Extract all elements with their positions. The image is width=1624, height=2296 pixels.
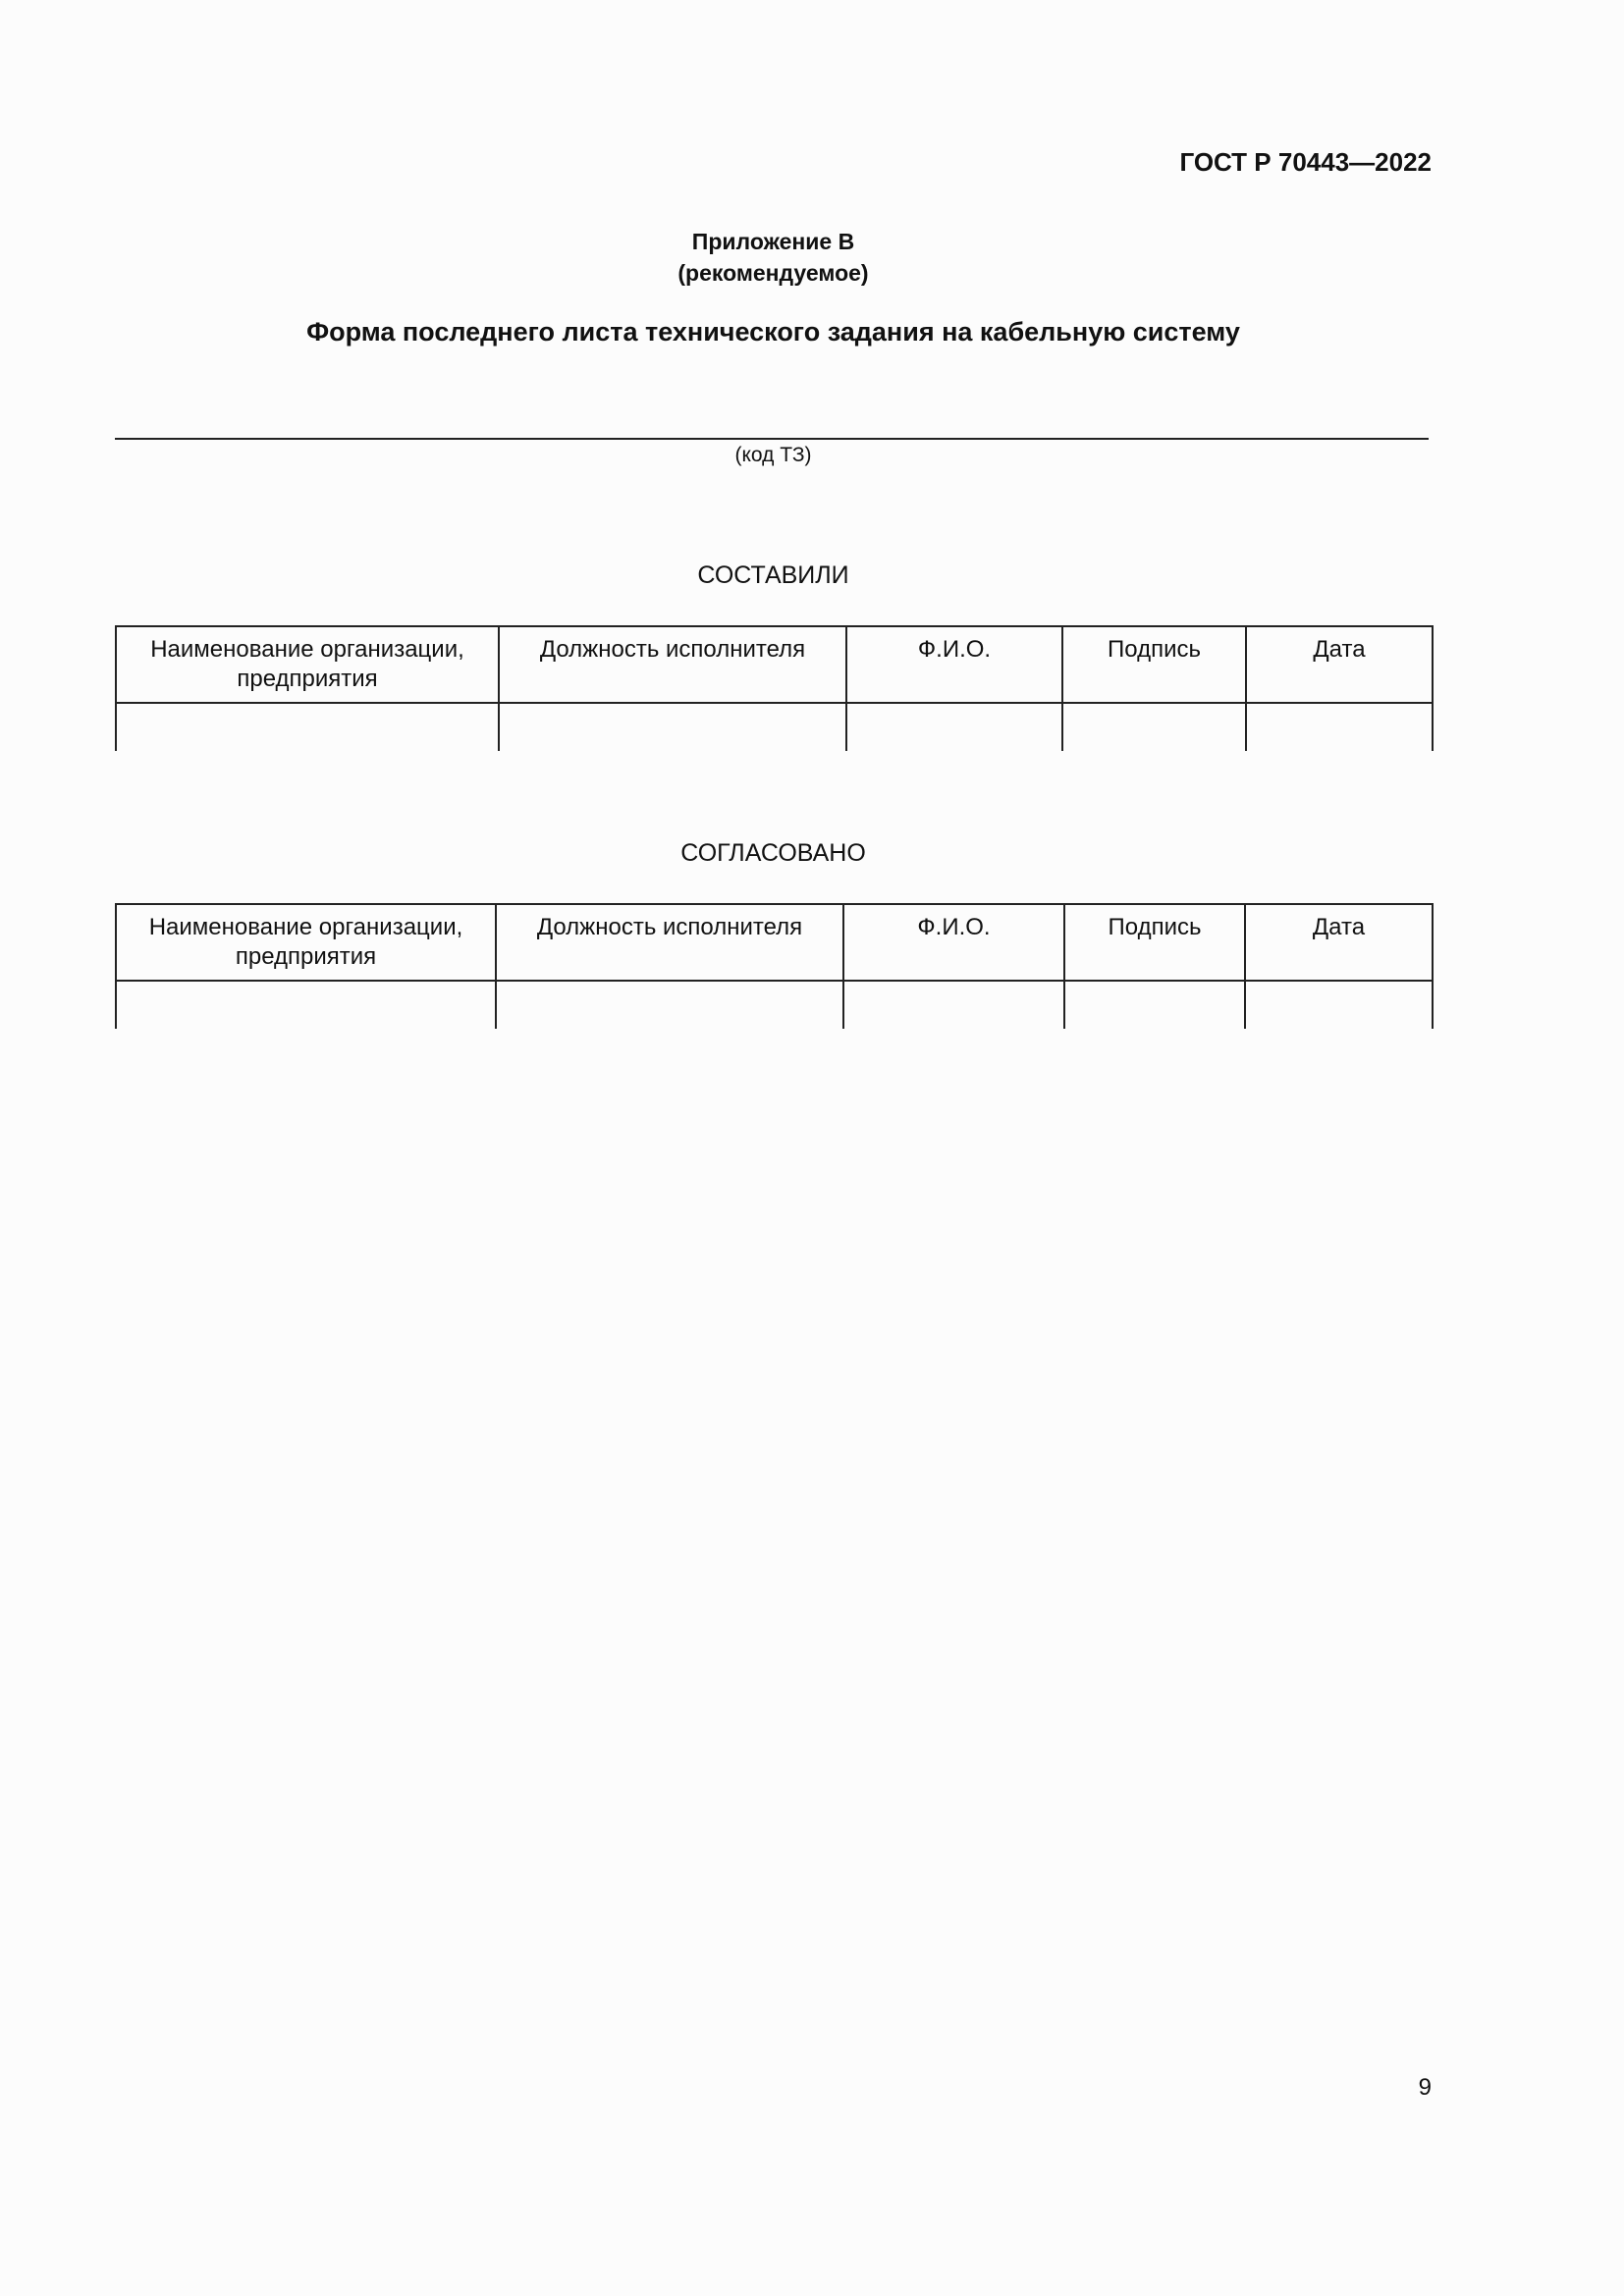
cell-organization[interactable]: [116, 981, 496, 1029]
column-header-organization: Наименование организации, предприятия: [116, 904, 496, 981]
cell-date[interactable]: [1245, 981, 1433, 1029]
column-header-date: Дата: [1245, 904, 1433, 981]
appendix-title: Приложение В: [691, 229, 855, 254]
appendix-heading: [0, 226, 1546, 289]
cell-date[interactable]: [1246, 703, 1433, 751]
standard-id: ГОСТ Р 70443—2022: [1179, 147, 1432, 177]
code-field-line[interactable]: [115, 438, 1429, 440]
cell-position[interactable]: [499, 703, 846, 751]
table-row: [116, 703, 1433, 751]
section-heading-agreed: СОГЛАСОВАНО: [680, 839, 866, 867]
cell-signature[interactable]: [1062, 703, 1246, 751]
compiled-table: [115, 625, 1434, 751]
column-header-full-name: Ф.И.О.: [846, 626, 1062, 703]
table-header-row: [116, 626, 1433, 703]
code-field-label: (код ТЗ): [734, 444, 812, 466]
page-number: 9: [1418, 2074, 1432, 2101]
form-title: Форма последнего листа технического задания на кабельную систему: [306, 317, 1240, 347]
agreed-table: [115, 903, 1434, 1029]
column-header-organization: Наименование организации, предприятия: [116, 626, 499, 703]
cell-organization[interactable]: [116, 703, 499, 751]
column-header-signature: Подпись: [1062, 626, 1246, 703]
table-row: [116, 981, 1433, 1029]
column-header-full-name: Ф.И.О.: [843, 904, 1064, 981]
cell-position[interactable]: [496, 981, 843, 1029]
cell-signature[interactable]: [1064, 981, 1245, 1029]
column-header-position: Должность исполнителя: [499, 626, 846, 703]
column-header-position: Должность исполнителя: [496, 904, 843, 981]
appendix-status: (рекомендуемое): [677, 260, 869, 286]
column-header-date: Дата: [1246, 626, 1433, 703]
cell-full-name[interactable]: [846, 703, 1062, 751]
cell-full-name[interactable]: [843, 981, 1064, 1029]
section-heading-compiled: СОСТАВИЛИ: [697, 561, 849, 589]
table-header-row: [116, 904, 1433, 981]
column-header-signature: Подпись: [1064, 904, 1245, 981]
